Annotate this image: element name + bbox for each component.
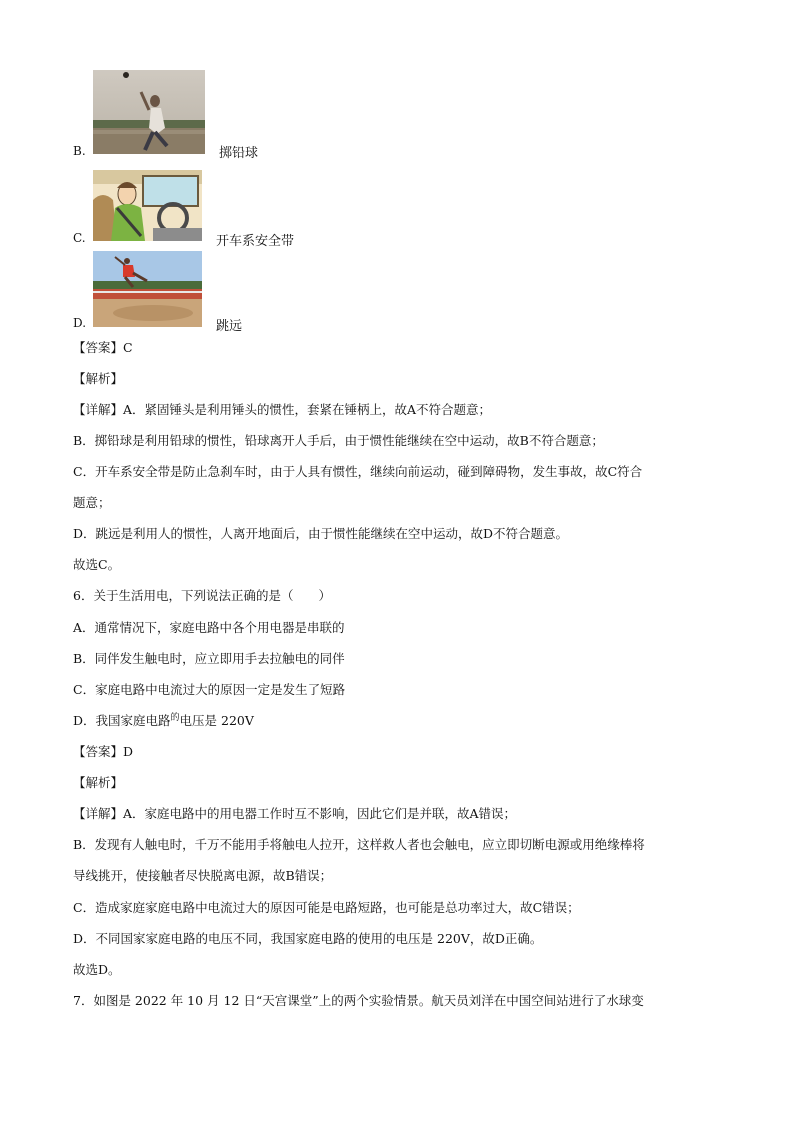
q6-analysis-label: 【解析】 <box>73 775 124 790</box>
q6-option-b: B．同伴发生触电时，应立即用手去拉触电的同伴 <box>73 651 345 666</box>
q5-detail-c-line1: C．开车系安全带是防止急刹车时，由于人具有惯性，继续向前运动，碰到障碍物，发生事故，故C符合 <box>73 464 643 479</box>
option-b-caption: 掷铅球 <box>219 146 259 161</box>
q6-option-d-pre: D．我国家庭电路 <box>73 713 171 728</box>
option-d-caption: 跳远 <box>216 319 243 334</box>
q6-detail-b-line2: 导线挑开，使接触者尽快脱离电源，故B错误； <box>73 868 333 883</box>
q6-option-d-post: 电压是 220V <box>179 713 254 728</box>
q6-stem: 6．关于生活用电，下列说法正确的是（ ） <box>73 588 331 603</box>
q5-analysis-label: 【解析】 <box>73 371 124 386</box>
q7-stem: 7．如图是 2022 年 10 月 12 日“天宫课堂”上的两个实验情景。航天员刘洋在中国空间站进行了水球变 <box>73 993 644 1008</box>
q5-detail-d: D．跳远是利用人的惯性，人离开地面后，由于惯性能继续在空中运动，故D不符合题意。 <box>73 526 569 541</box>
q6-detail-d: D．不同国家家庭电路的电压不同，我国家庭电路的使用的电压是 220V，故D正确。 <box>73 931 543 946</box>
option-d-letter: D. <box>73 316 87 330</box>
q5-detail-c-line2: 题意； <box>73 495 111 510</box>
q5-detail-b: B．掷铅球是利用铅球的惯性，铅球离开人手后，由于惯性能继续在空中运动，故B不符合题意； <box>73 433 604 448</box>
long-jump-photo <box>93 251 202 327</box>
q6-detail-a: 【详解】A．家庭电路中的用电器工作时互不影响，因此它们是并联，故A错误； <box>73 806 517 821</box>
option-b-letter: B. <box>73 144 86 158</box>
q6-detail-b-line1: B．发现有人触电时，千万不能用手将触电人拉开，这样救人者也会触电，应立即切断电源或用绝缘棒将 <box>73 837 645 852</box>
q6-option-a: A．通常情况下，家庭电路中各个用电器是串联的 <box>73 620 345 635</box>
q5-conclusion: 故选C。 <box>73 557 121 572</box>
seatbelt-cartoon <box>93 170 202 241</box>
q6-answer: 【答案】D <box>73 744 134 759</box>
q6-conclusion: 故选D。 <box>73 962 121 977</box>
q5-detail-a: 【详解】A．紧固锤头是利用锤头的惯性，套紧在锤柄上，故A不符合题意； <box>73 402 492 417</box>
shot-put-photo <box>93 70 205 154</box>
q6-option-d <box>73 713 254 731</box>
q6-detail-c: C．造成家庭家庭电路中电流过大的原因可能是电路短路，也可能是总功率过大，故C错误； <box>73 900 580 915</box>
q6-option-c: C．家庭电路中电流过大的原因一定是发生了短路 <box>73 682 346 697</box>
q5-answer: 【答案】C <box>73 340 133 355</box>
option-c-letter: C. <box>73 231 86 245</box>
q6-option-d-sup: 的 <box>170 713 180 723</box>
option-c-caption: 开车系安全带 <box>216 234 295 249</box>
